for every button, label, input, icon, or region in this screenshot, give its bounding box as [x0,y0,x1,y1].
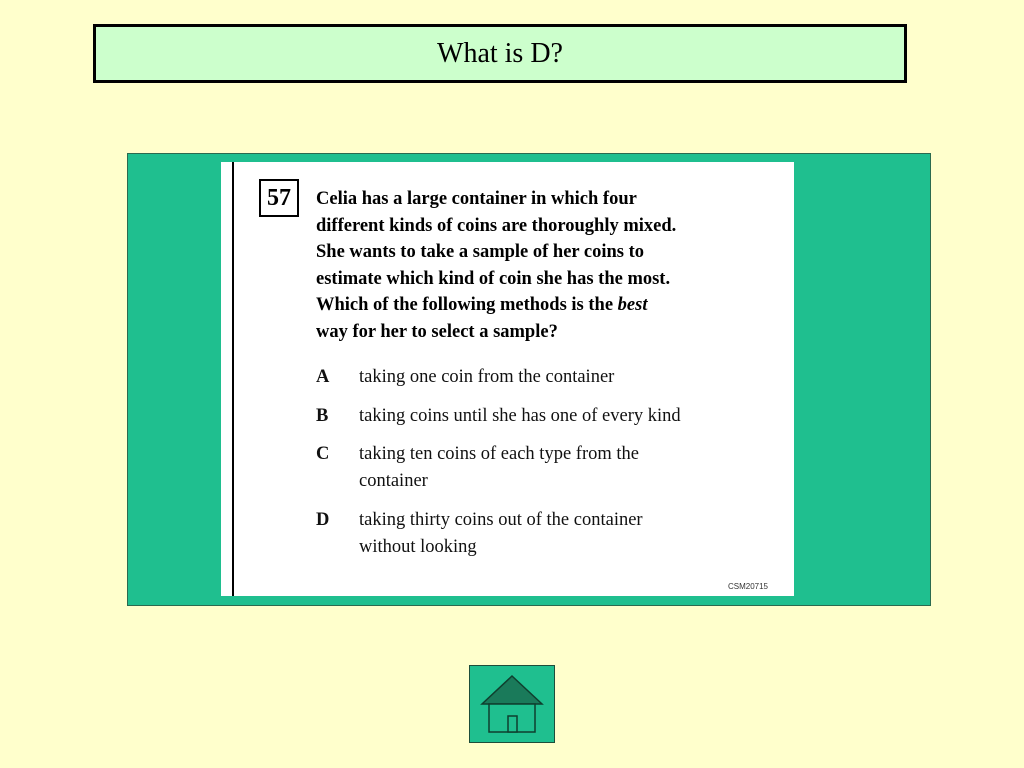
margin-rule [232,162,234,596]
option-text: taking ten coins of each type from the container [359,444,639,491]
option-letter: A [316,367,330,387]
stem-line: She wants to take a sample of her coins to [316,242,645,262]
question-image-frame [127,153,931,606]
stem-emphasis: best [617,295,648,315]
question-number: 57 [259,179,299,217]
option-letter: B [316,406,329,426]
stem-line: Celia has a large container in which four [316,189,637,209]
option-text: taking one coin from the container [359,367,615,387]
option-text: taking thirty coins out of the container without looking [359,510,643,557]
question-stem [316,186,786,345]
question-card [221,162,794,596]
answer-text: What is D? [437,37,563,69]
option-letter: C [316,444,330,464]
stem-line: estimate which kind of coin she has the most. [316,268,671,289]
home-button[interactable] [469,665,555,743]
answer-box [93,24,907,83]
stem-line: Which of the following methods is the best [316,295,648,315]
option-letter: D [316,510,330,530]
stem-line: different kinds of coins are thoroughly mixed. [316,215,677,236]
home-icon [470,666,554,742]
option-text: taking coins until she has one of every kind [359,406,681,426]
stem-line: way for her to select a sample? [316,321,558,342]
item-code: CSM20715 [727,582,768,591]
